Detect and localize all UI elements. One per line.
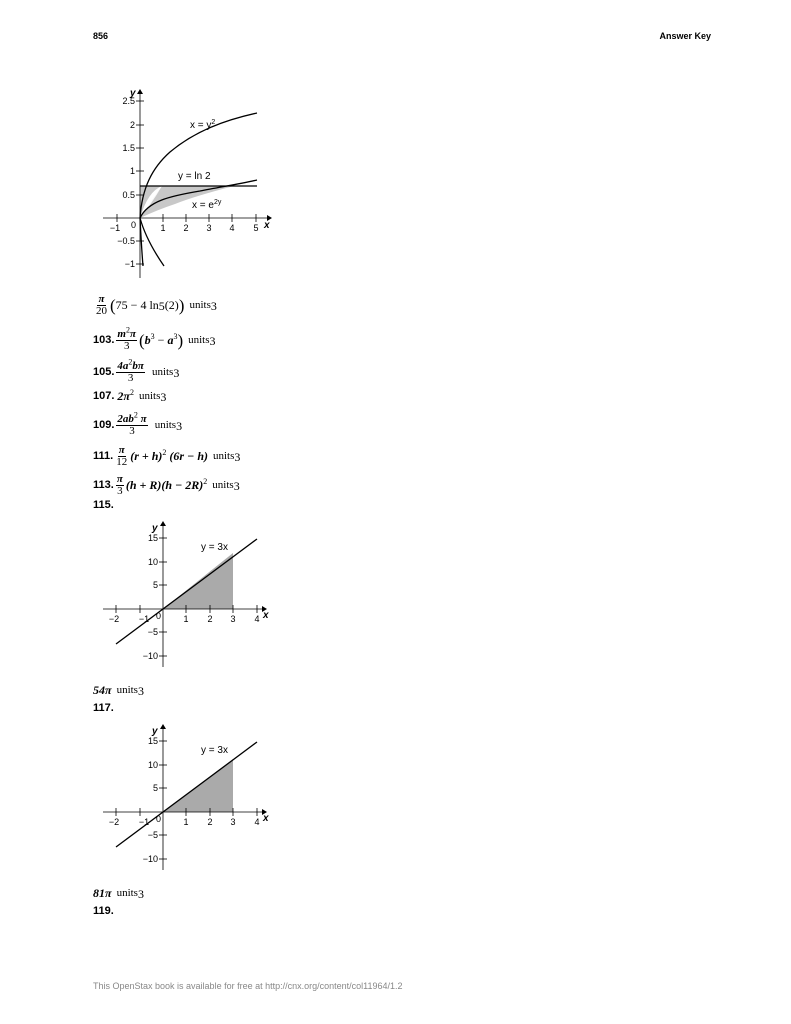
origin-label: 0 <box>156 814 162 824</box>
units-label: units <box>154 419 177 431</box>
x-axis-label: x <box>264 220 270 231</box>
y-tick-label: −10 <box>142 854 158 864</box>
line-y-equals-3x <box>116 539 260 644</box>
x-tick-label: 4 <box>254 817 260 827</box>
x-tick-label: −2 <box>108 817 120 827</box>
units-label: units <box>213 450 235 462</box>
curve-label-ln2: y = ln 2 <box>178 171 211 182</box>
units-label: units <box>138 390 161 402</box>
y-axis-label: y <box>130 88 136 99</box>
answer-113: 113. $\frac{\pi}{3}$ $(h + R)(h - 2R)^2$ units 3 <box>93 473 240 497</box>
origin-label: 0 <box>156 611 162 621</box>
answer-number: 107. <box>93 390 115 402</box>
x-tick-label: 3 <box>230 817 236 827</box>
axis-ticks <box>117 101 259 264</box>
y-axis-arrow <box>160 521 166 526</box>
x-tick-label: −1 <box>138 614 150 624</box>
x-tick-label: 1 <box>183 817 189 827</box>
x-tick-label: 3 <box>230 614 236 624</box>
x-tick-label: −1 <box>109 223 121 233</box>
y-tick-label: 0.5 <box>122 190 135 200</box>
section-title: Answer Key <box>659 31 711 41</box>
curve-label-e2y: $x = e^{2y}$ <box>192 199 222 211</box>
answer-expression: 75 − 4 ln <box>115 298 159 312</box>
x-axis-label: x <box>263 610 269 621</box>
answer-number: 115. <box>93 499 114 511</box>
graph-region-between-curves <box>100 88 275 288</box>
line-y-equals-3x <box>116 742 260 847</box>
y-tick-label: −5 <box>147 627 158 637</box>
y-tick-label: −0.5 <box>117 236 135 246</box>
frac-denominator: 20 <box>96 305 107 317</box>
answer-107: 107. $2\pi^2$ units 3 <box>93 388 167 404</box>
answer-105: 105. $\frac{4a^2b\pi}{3}$ units 3 <box>93 357 180 384</box>
answer-109: 109. $\frac{2ab^2 \pi}{3}$ units 3 <box>93 410 183 437</box>
y-tick-label: 15 <box>147 533 158 543</box>
answer-119 <box>93 905 114 918</box>
y-tick-label: 10 <box>147 557 158 567</box>
y-tick-label: −1 <box>124 259 135 269</box>
answer-number: 117. <box>93 702 114 714</box>
x-tick-label: −2 <box>108 614 120 624</box>
line-label: y = 3x <box>201 542 228 553</box>
answer-115-value: 54π units 3 <box>93 683 144 698</box>
units-label: units <box>189 299 211 311</box>
footer-note: This OpenStax book is available for free at http://cnx.org/content/col11964/1.2 <box>93 981 403 991</box>
answer-number: 103. <box>93 334 115 346</box>
answer-115 <box>93 499 114 512</box>
y-tick-label: −10 <box>142 651 158 661</box>
y-tick-label: 5 <box>152 783 158 793</box>
page-number: 856 <box>93 31 109 41</box>
y-tick-label: −5 <box>147 830 158 840</box>
frac-numerator: π <box>98 293 105 305</box>
graph-y-equals-3x-b <box>100 723 275 873</box>
answer-number: 111. <box>93 450 114 462</box>
y-axis-arrow <box>160 724 166 729</box>
units-label: units <box>212 479 234 491</box>
answer-111: 111. $\frac{\pi}{12}$ $(r + h)^2$ (6r − h) units 3 <box>93 444 241 468</box>
y-axis-label: y <box>152 726 158 737</box>
units-label: units <box>151 366 174 378</box>
y-tick-label: 5 <box>152 580 158 590</box>
x-tick-label: 5 <box>253 223 259 233</box>
x-tick-label: 4 <box>229 223 235 233</box>
answer-value: 81π <box>93 886 112 900</box>
answer-101: $\frac{\pi}{20}$ ( 75 − 4 ln 5 (2) ) units 3 <box>96 293 217 317</box>
y-tick-label: 1 <box>129 166 135 176</box>
y-tick-label: 15 <box>147 736 158 746</box>
x-tick-label: 1 <box>183 614 189 624</box>
line-label: y = 3x <box>201 745 228 756</box>
y-tick-label: 10 <box>147 760 158 770</box>
x-tick-label: 1 <box>160 223 166 233</box>
x-tick-label: 3 <box>206 223 212 233</box>
x-tick-label: −1 <box>138 817 150 827</box>
y-tick-label: 2.5 <box>122 96 135 106</box>
y-tick-label: 2 <box>129 120 135 130</box>
y-tick-label: 1.5 <box>122 143 135 153</box>
curve-label-x-y2: $x = y^2$ <box>190 119 216 131</box>
answer-117-value: 81π units 3 <box>93 886 144 901</box>
units-label: units <box>116 887 138 899</box>
answer-value: 54π <box>93 683 112 697</box>
x-axis-label: x <box>263 813 269 824</box>
answer-value: 2π <box>117 389 130 403</box>
answer-number: 105. <box>93 366 115 378</box>
answer-number: 119. <box>93 905 114 917</box>
origin-label: 0 <box>131 220 137 230</box>
units-label: units <box>116 684 138 696</box>
answer-number: 109. <box>93 419 115 431</box>
x-tick-label: 4 <box>254 614 260 624</box>
x-tick-label: 2 <box>207 817 213 827</box>
x-tick-label: 2 <box>183 223 189 233</box>
y-axis-label: y <box>152 523 158 534</box>
units-label: units <box>188 334 210 346</box>
answer-117 <box>93 702 114 715</box>
graph-y-equals-3x-a <box>100 520 275 670</box>
y-axis-arrow <box>137 89 143 94</box>
answer-103: 103. $\frac{m^2\pi}{3}$ ( $b^3 - a^3$ ) units 3 <box>93 325 216 352</box>
x-tick-label: 2 <box>207 614 213 624</box>
answer-number: 113. <box>93 479 114 491</box>
